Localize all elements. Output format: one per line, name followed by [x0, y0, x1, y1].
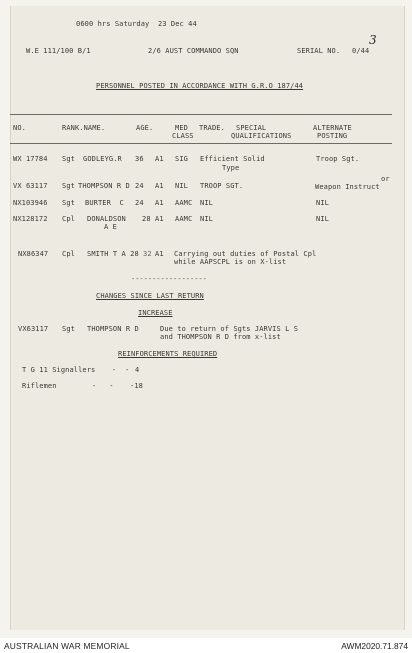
row-age: 24 — [135, 182, 144, 190]
row-med: A1 — [155, 250, 164, 258]
row-no: VX 63117 — [13, 182, 48, 190]
archive-footer — [0, 638, 412, 653]
reinforcement-sep: - - — [112, 366, 130, 374]
reinforcement-label: T G 11 Signallers — [22, 366, 96, 374]
col-alternate: ALTERNATE — [313, 124, 352, 132]
row-name: DONALDSON — [87, 215, 126, 223]
row-qual: NIL — [200, 215, 213, 223]
document-title: PERSONNEL POSTED IN ACCORDANCE WITH G.R.O 187/44 — [96, 82, 304, 90]
changes-title: CHANGES SINCE LAST RETURN — [96, 292, 204, 300]
col-posting: POSTING — [317, 132, 348, 140]
col-med: MED — [175, 124, 188, 132]
reinforcements-title: REINFORCEMENTS REQUIRED — [118, 350, 218, 358]
we-reference: W.E 111/100 B/1 — [26, 47, 91, 55]
serial-label: SERIAL NO. — [297, 47, 341, 55]
row-duty-note-2: while AAPSCPL is on X-list — [174, 258, 287, 266]
row-rank: Cpl — [62, 250, 75, 258]
row-trade: AAMC — [175, 215, 193, 223]
col-rank-name: RANK.NAME. — [62, 124, 106, 132]
header-rule-top — [10, 114, 392, 115]
reinforcement-sep: - - — [92, 382, 114, 390]
row-no: WX 17784 — [13, 155, 48, 163]
row-age-overtyped: 32 — [143, 250, 152, 258]
row-alt-2: Weapon Instruct — [315, 183, 380, 191]
row-duty-note: Carrying out duties of Postal Cpl — [174, 250, 317, 258]
reinforcement-value: -18 — [130, 382, 143, 390]
row-rank: Sgt — [62, 325, 75, 333]
row-no: VX63117 — [18, 325, 49, 333]
footer-institution: AUSTRALIAN WAR MEMORIAL — [4, 641, 130, 651]
col-no: NO. — [13, 124, 26, 132]
row-name: THOMPSON R D — [87, 325, 139, 333]
row-qual: NIL — [200, 199, 213, 207]
reinforcement-label: Riflemen — [22, 382, 57, 390]
row-age: 28 — [142, 215, 151, 223]
serial-value: 0/44 — [352, 47, 370, 55]
row-no: NX103946 — [13, 199, 48, 207]
row-trade: SIG — [175, 155, 188, 163]
row-alt: Troop Sgt. — [316, 155, 360, 163]
row-med: A1 — [155, 199, 164, 207]
row-rank: Sgt — [62, 182, 75, 190]
row-rank: Sgt — [62, 155, 75, 163]
col-special: SPECIAL — [236, 124, 267, 132]
row-med: A1 — [155, 215, 164, 223]
unit-name: 2/6 AUST COMMANDO SQN — [148, 47, 239, 55]
reinforcement-value: 4 — [135, 366, 140, 374]
row-increase-note-2: and THOMPSON R D from x-list — [160, 333, 281, 341]
document-page — [10, 6, 405, 630]
row-qual: Efficient Solid — [200, 155, 265, 163]
row-name: SMITH T A 28 — [87, 250, 139, 258]
row-alt: NIL — [316, 199, 329, 207]
row-qual-2: Type — [222, 164, 240, 172]
report-datetime: 0600 hrs Saturday 23 Dec 44 — [76, 20, 197, 28]
row-no: NX128172 — [13, 215, 48, 223]
row-med: A1 — [155, 155, 164, 163]
row-age: 24 — [135, 199, 144, 207]
row-alt: NIL — [316, 215, 329, 223]
col-class: CLASS — [172, 132, 194, 140]
row-name: BURTER C — [85, 199, 124, 207]
row-alt: or — [381, 175, 390, 183]
handwritten-serial-mark: 3 — [369, 33, 377, 47]
row-name-2: A E — [104, 223, 117, 231]
col-qualifications: QUALIFICATIONS — [231, 132, 292, 140]
row-rank: Cpl — [62, 215, 75, 223]
footer-accession: AWM2020.71.874 — [341, 641, 408, 651]
row-increase-note: Due to return of Sgts JARVIS L S — [160, 325, 299, 333]
row-rank: Sgt — [62, 199, 75, 207]
col-trade: TRADE. — [199, 124, 225, 132]
row-trade: NIL — [175, 182, 188, 190]
row-name: THOMPSON R D — [78, 182, 130, 190]
header-rule-bottom — [10, 143, 392, 144]
row-no: NX86347 — [18, 250, 49, 258]
increase-title: INCREASE — [138, 309, 173, 317]
row-med: A1 — [155, 182, 164, 190]
row-trade: AAMC — [175, 199, 193, 207]
row-name: GODLEYG.R — [83, 155, 122, 163]
row-qual: TROOP SGT. — [200, 182, 244, 190]
col-age: AGE. — [136, 124, 154, 132]
separator-dashes: ------------------ — [131, 275, 207, 283]
row-age: 36 — [135, 155, 144, 163]
